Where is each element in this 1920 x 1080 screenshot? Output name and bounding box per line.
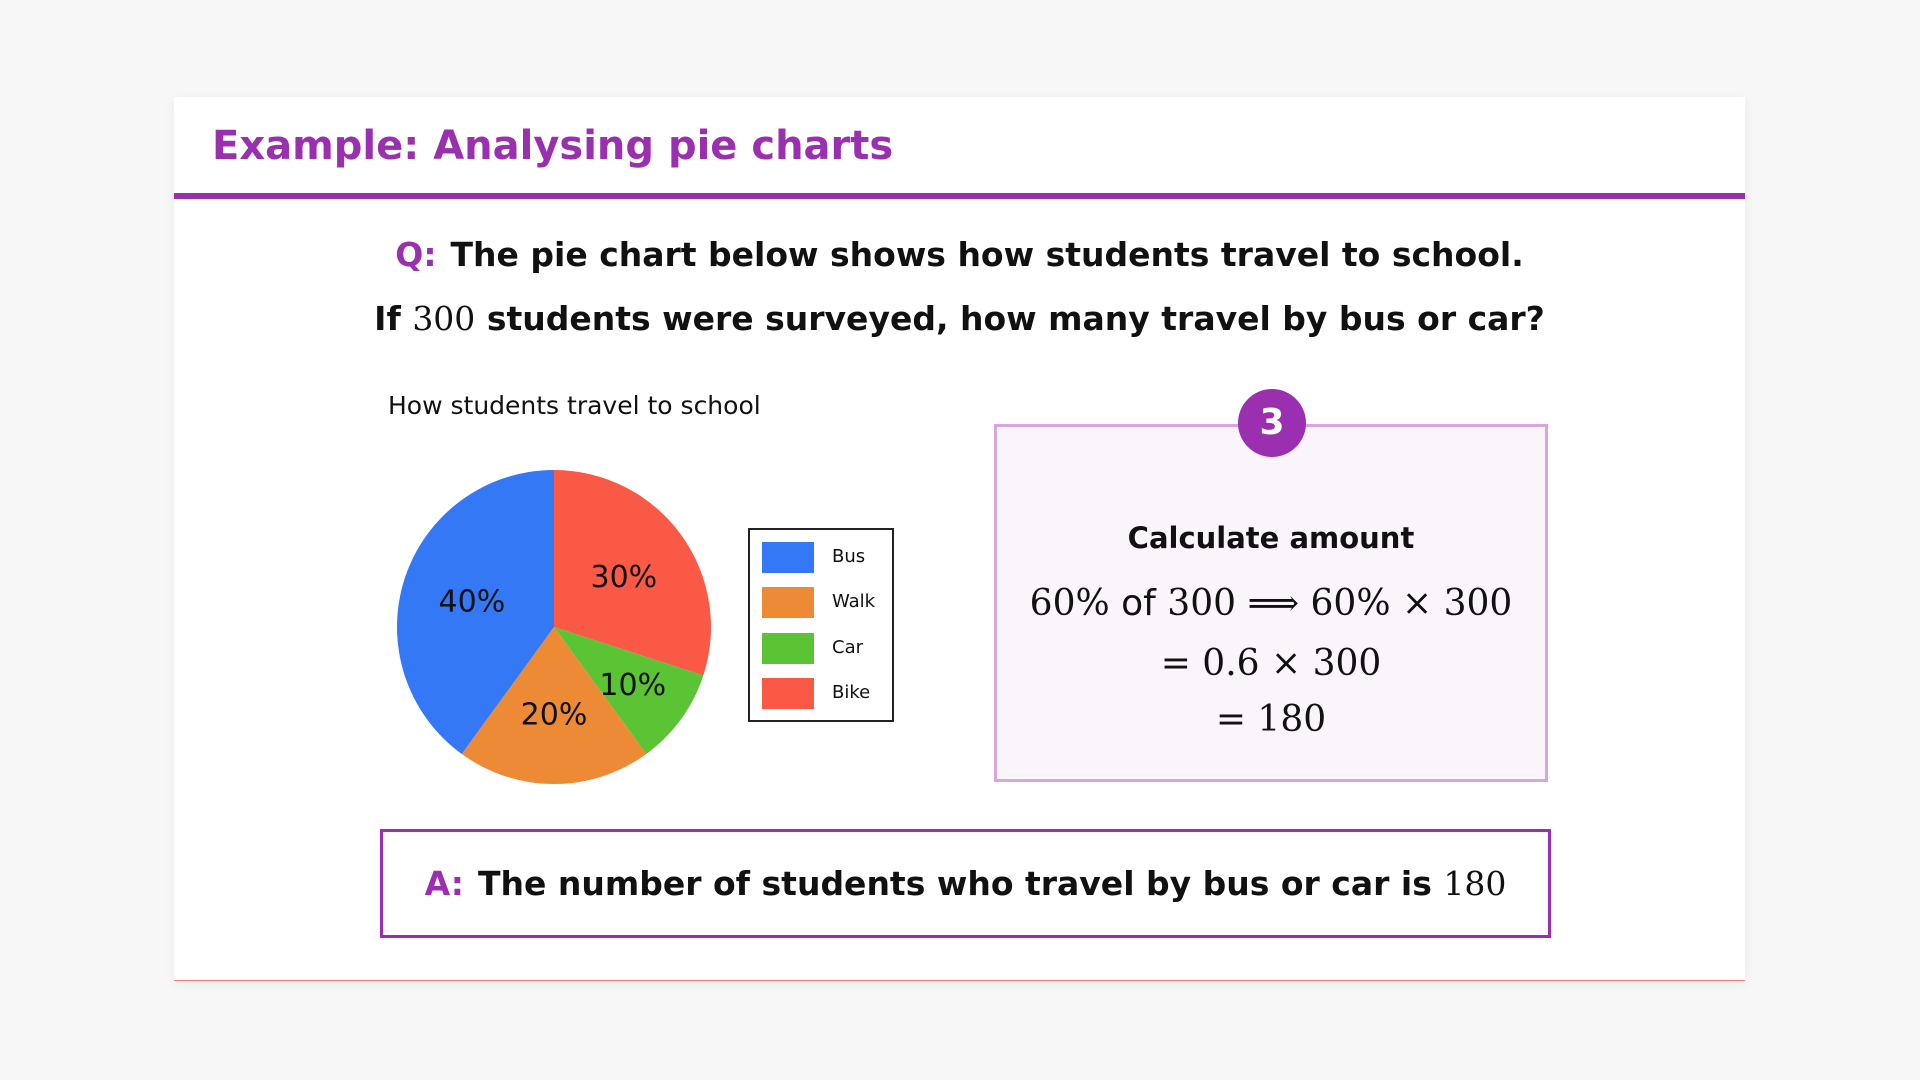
question-line-1 bbox=[174, 235, 1745, 274]
legend-item-car bbox=[762, 633, 892, 667]
question-line-2 bbox=[174, 299, 1745, 338]
pie-label-walk: 20% bbox=[520, 697, 588, 733]
question-suffix: students were surveyed, how many travel by bus or car? bbox=[486, 299, 1545, 338]
question-label: Q: bbox=[395, 235, 437, 274]
pie-label-bike: 30% bbox=[590, 560, 658, 596]
math-line-2: = 0.6 × 300 bbox=[1160, 643, 1382, 684]
math-total: 300 bbox=[1167, 583, 1237, 624]
math-line-1 bbox=[994, 583, 1548, 624]
math-line-3: = 180 bbox=[1215, 699, 1327, 740]
legend-label-car: Car bbox=[832, 637, 863, 658]
answer-label: A: bbox=[424, 864, 464, 903]
pie-label-car: 10% bbox=[599, 668, 667, 704]
math-percent: 60% bbox=[1029, 583, 1110, 624]
answer-value: 180 bbox=[1443, 864, 1507, 903]
legend-item-walk bbox=[762, 587, 892, 621]
math-implies-arrow: ⟹ bbox=[1247, 583, 1300, 624]
question-prefix: If bbox=[374, 299, 401, 338]
legend-label-walk: Walk bbox=[832, 591, 876, 612]
legend-label-bus: Bus bbox=[832, 546, 866, 567]
chart-title: How students travel to school bbox=[388, 391, 761, 420]
legend-swatch-walk bbox=[762, 587, 814, 618]
legend-item-bus bbox=[762, 542, 892, 576]
legend-swatch-bike bbox=[762, 678, 814, 709]
pie-chart bbox=[374, 457, 734, 797]
answer-box bbox=[380, 829, 1551, 938]
chart-legend bbox=[748, 528, 894, 722]
math-product: 60% × 300 bbox=[1310, 583, 1513, 624]
question-number: 300 bbox=[412, 299, 476, 338]
legend-swatch-car bbox=[762, 633, 814, 664]
answer-text: The number of students who travel by bus or car is bbox=[478, 864, 1432, 903]
page-title: Example: Analysing pie charts bbox=[212, 123, 894, 169]
pie-label-bus: 40% bbox=[438, 584, 506, 620]
header bbox=[174, 97, 1745, 199]
step-number-badge: 3 bbox=[1238, 389, 1306, 457]
step-heading: Calculate amount bbox=[1127, 521, 1415, 555]
question-text-1: The pie chart below shows how students travel to school. bbox=[450, 235, 1524, 274]
math-of: of bbox=[1121, 583, 1156, 624]
answer-line bbox=[383, 864, 1548, 903]
legend-item-bike bbox=[762, 678, 892, 712]
legend-swatch-bus bbox=[762, 542, 814, 573]
legend-label-bike: Bike bbox=[832, 682, 871, 703]
example-card bbox=[174, 97, 1745, 981]
